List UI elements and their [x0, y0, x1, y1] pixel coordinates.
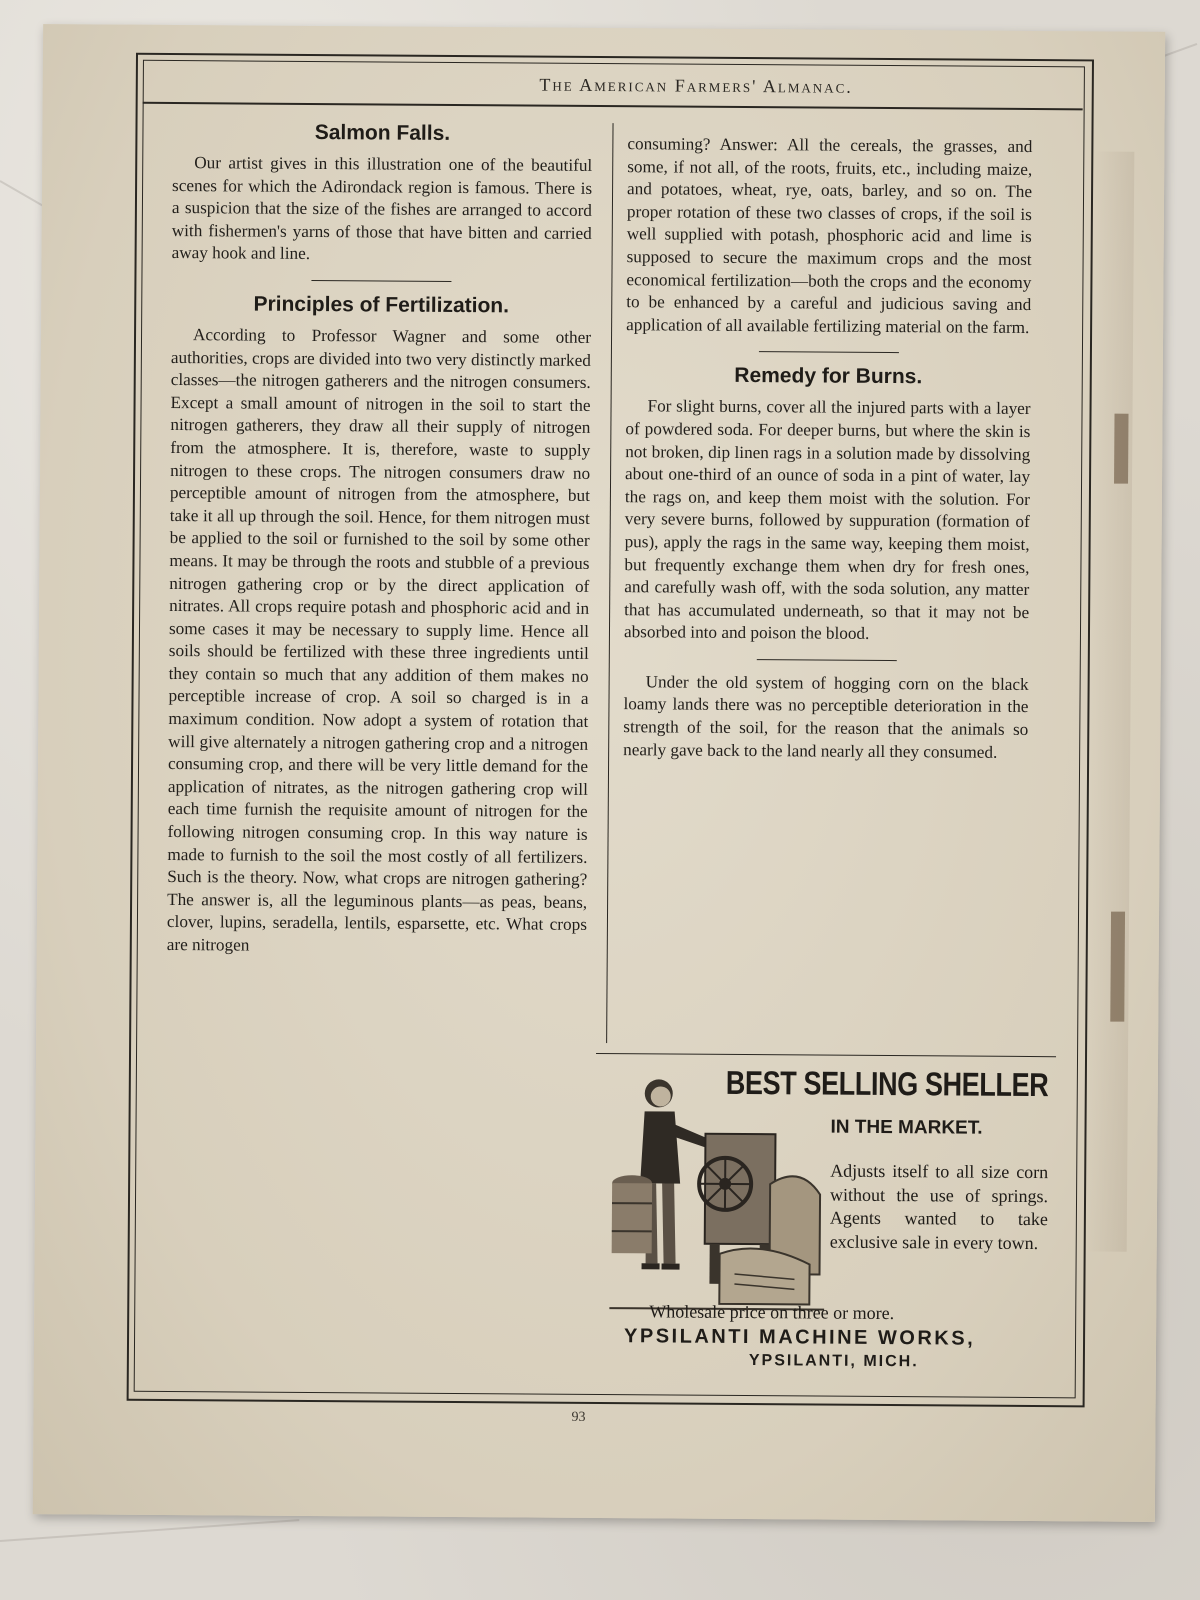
- fertilization-text: According to Professor Wagner and some other authorities, crops are divided into two very distinctly marked classes—the nitrogen gatherers and the nitrogen consumers. Except a small amount of nitrogen in the soil to start the nitrogen gatherers, they draw all their supply of nitrogen from the atmosphere. It is, therefore, waste to supply nitrogen to these crops. The nitrogen consumers draw no perceptible amount of nitrogen from the atmosphere, but take it all up through the soil. Hence, for them nitrogen must be applied to the soil or furnished to the soil by some other means. It may be through the roots and stubble of a previous nitrogen gathering crop or by the direct application of nitrates. All crops require potash and phosphoric acid and in some cases it may be necessary to supply lime. Hence all soils should be fertilized with these three ingredients until they contain so much that any addition of them makes no perceptible increase of crop. A soil so charged is in a maximum condition. Now adopt a system of rotation that will give alternately a nitrogen gathering crop and a nitrogen consuming crop, and there will be very little demand for the application of nitrates, as the nitrogen gathering crop will each time furnish the requisite amount of nitrogen for the following nitrogen consuming crop. In this way nature is made to furnish to the soil the most costly of all fertilizers. Such is the theory. Now, what crops are nitrogen gathering? The answer is, all the leguminous plants—as peas, beans, clover, lupins, seradella, lentils, esparsette, etc. What crops are nitrogen: [166, 325, 592, 955]
- ad-company-name: YPSILANTI MACHINE WORKS,: [623, 1325, 976, 1350]
- sheller-advertisement: [599, 1063, 1056, 1386]
- fertilization-title: Principles of Fertilization.: [253, 292, 510, 318]
- ad-subheadline: IN THE MARKET.: [830, 1116, 983, 1139]
- right-column: [623, 133, 1032, 764]
- burns-text: For slight burns, cover all the injured parts with a layer of powdered soda. For deeper burns, but where the skin is not broken, dip linen rags in a solution made by dissolving about one-third of an ounce of soda in a pint of water, lay the rags on, and keep them moist with the solution. For very severe burns, followed by suppuration (formation of pus), apply the rags in the same way, keeping them moist, but frequently exchange them when dry for fresh ones, and carefully wash off, with the soda solution, any matter that has accumulated underneath, so that it may not be absorbed into and poison the blood.: [623, 396, 1031, 644]
- burns-title: Remedy for Burns.: [734, 364, 923, 389]
- binding-damage: [1110, 912, 1125, 1022]
- marble-vein: [0, 1519, 299, 1542]
- left-column: [167, 120, 593, 960]
- fertilization-continued-text: consuming? Answer: All the cereals, the grasses, and some, if not all, of the roots, fruits, etc., including maize, and potatoes, wheat, rye, oats, barley, and so on. The proper rotation of these two classes of crops, if the soil is well supplied with potash, phosphoric acid and lime is supposed to secure the maximum crops and the most economical fertilization—both the crops and the economy to be enhanced by a careful and judicious saving and application of all available fertilizing material on the farm.: [626, 134, 1033, 337]
- hogging-text: Under the old system of hogging corn on the black loamy lands there was no perceptible deterioration in the strength of the soil, for the reason that the animals so nearly gave back to the land nearly all they consumed.: [623, 672, 1029, 762]
- salmon-falls-text: Our artist gives in this illustration one of the beautiful scenes for which the Adirondack region is famous. There is a suspicion that the size of the fishes are arranged to accord with fishermen's yarns of those that have bitten and carried away hook and line.: [171, 153, 593, 264]
- running-head-title: The American Farmers' Almanac.: [539, 74, 853, 97]
- section-divider: [756, 659, 896, 661]
- almanac-page: [33, 24, 1165, 1522]
- binding-damage: [1114, 414, 1128, 484]
- ad-wholesale-note: Wholesale price on three or more.: [649, 1301, 895, 1324]
- running-head: [143, 60, 1083, 111]
- page-number: 93: [571, 1409, 586, 1425]
- ad-headline: BEST SELLING SHELLER: [725, 1063, 1049, 1104]
- ad-company-city: YPSILANTI, MICH.: [748, 1352, 919, 1371]
- section-divider: [311, 280, 451, 282]
- ad-body-text: Adjusts itself to all size corn without the use of springs. Agents wanted to take exclusive sale in every town.: [829, 1160, 1049, 1253]
- section-divider: [758, 351, 898, 353]
- salmon-falls-title: Salmon Falls.: [314, 121, 451, 145]
